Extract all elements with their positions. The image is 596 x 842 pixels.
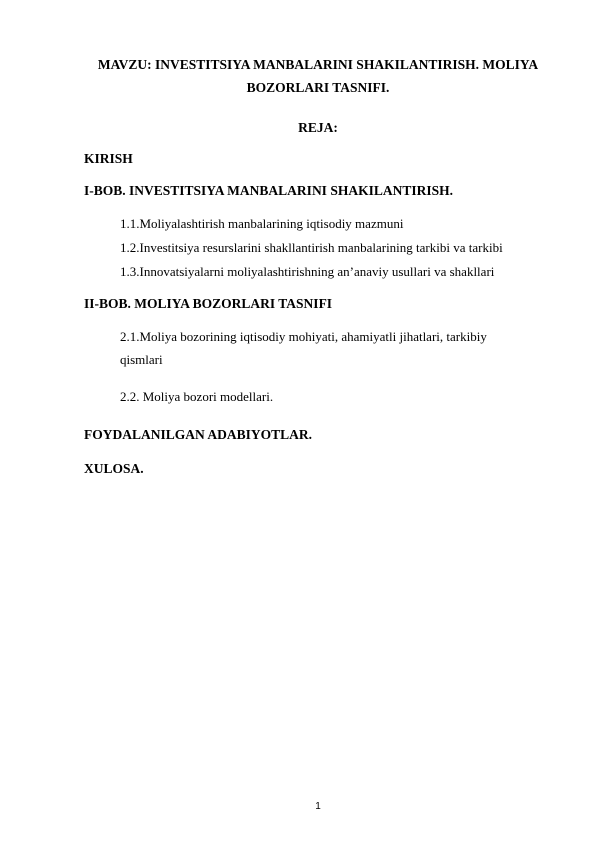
conclusion-heading: XULOSA. [84, 461, 144, 476]
section-2-2: 2.2. Moliya bozori modellari. [120, 389, 274, 404]
section-2-1-line-1: 2.1.Moliya bozorining iqtisodiy mohiyati, ahamiyatli jihatlari, tarkibiy [120, 329, 487, 344]
introduction-heading: KIRISH [84, 151, 133, 166]
section-1-1: 1.1.Moliyalashtirish manbalarining iqtisodiy mazmuni [120, 216, 404, 231]
page-number: 1 [315, 801, 321, 812]
section-1-2: 1.2.Investitsiya resurslarini shakllantirish manbalarining tarkibi va tarkibi [120, 240, 503, 255]
chapter-1-heading: I-BOB. INVESTITSIYA MANBALARINI SHAKILANTIRISH. [84, 183, 453, 198]
section-1-3: 1.3.Innovatsiyalarni moliyalashtirishning an’anaviy usullari va shakllari [120, 264, 495, 279]
chapter-2-heading: II-BOB. MOLIYA BOZORLARI TASNIFI [84, 296, 333, 311]
plan-heading: REJA: [298, 120, 338, 135]
references-heading: FOYDALANILGAN ADABIYOTLAR. [84, 427, 313, 442]
document-title-line-2: BOZORLARI TASNIFI. [246, 80, 390, 95]
document-title-line-1: MAVZU: INVESTITSIYA MANBALARINI SHAKILANTIRISH. MOLIYA [97, 57, 539, 72]
section-2-1-line-2: qismlari [120, 352, 163, 367]
